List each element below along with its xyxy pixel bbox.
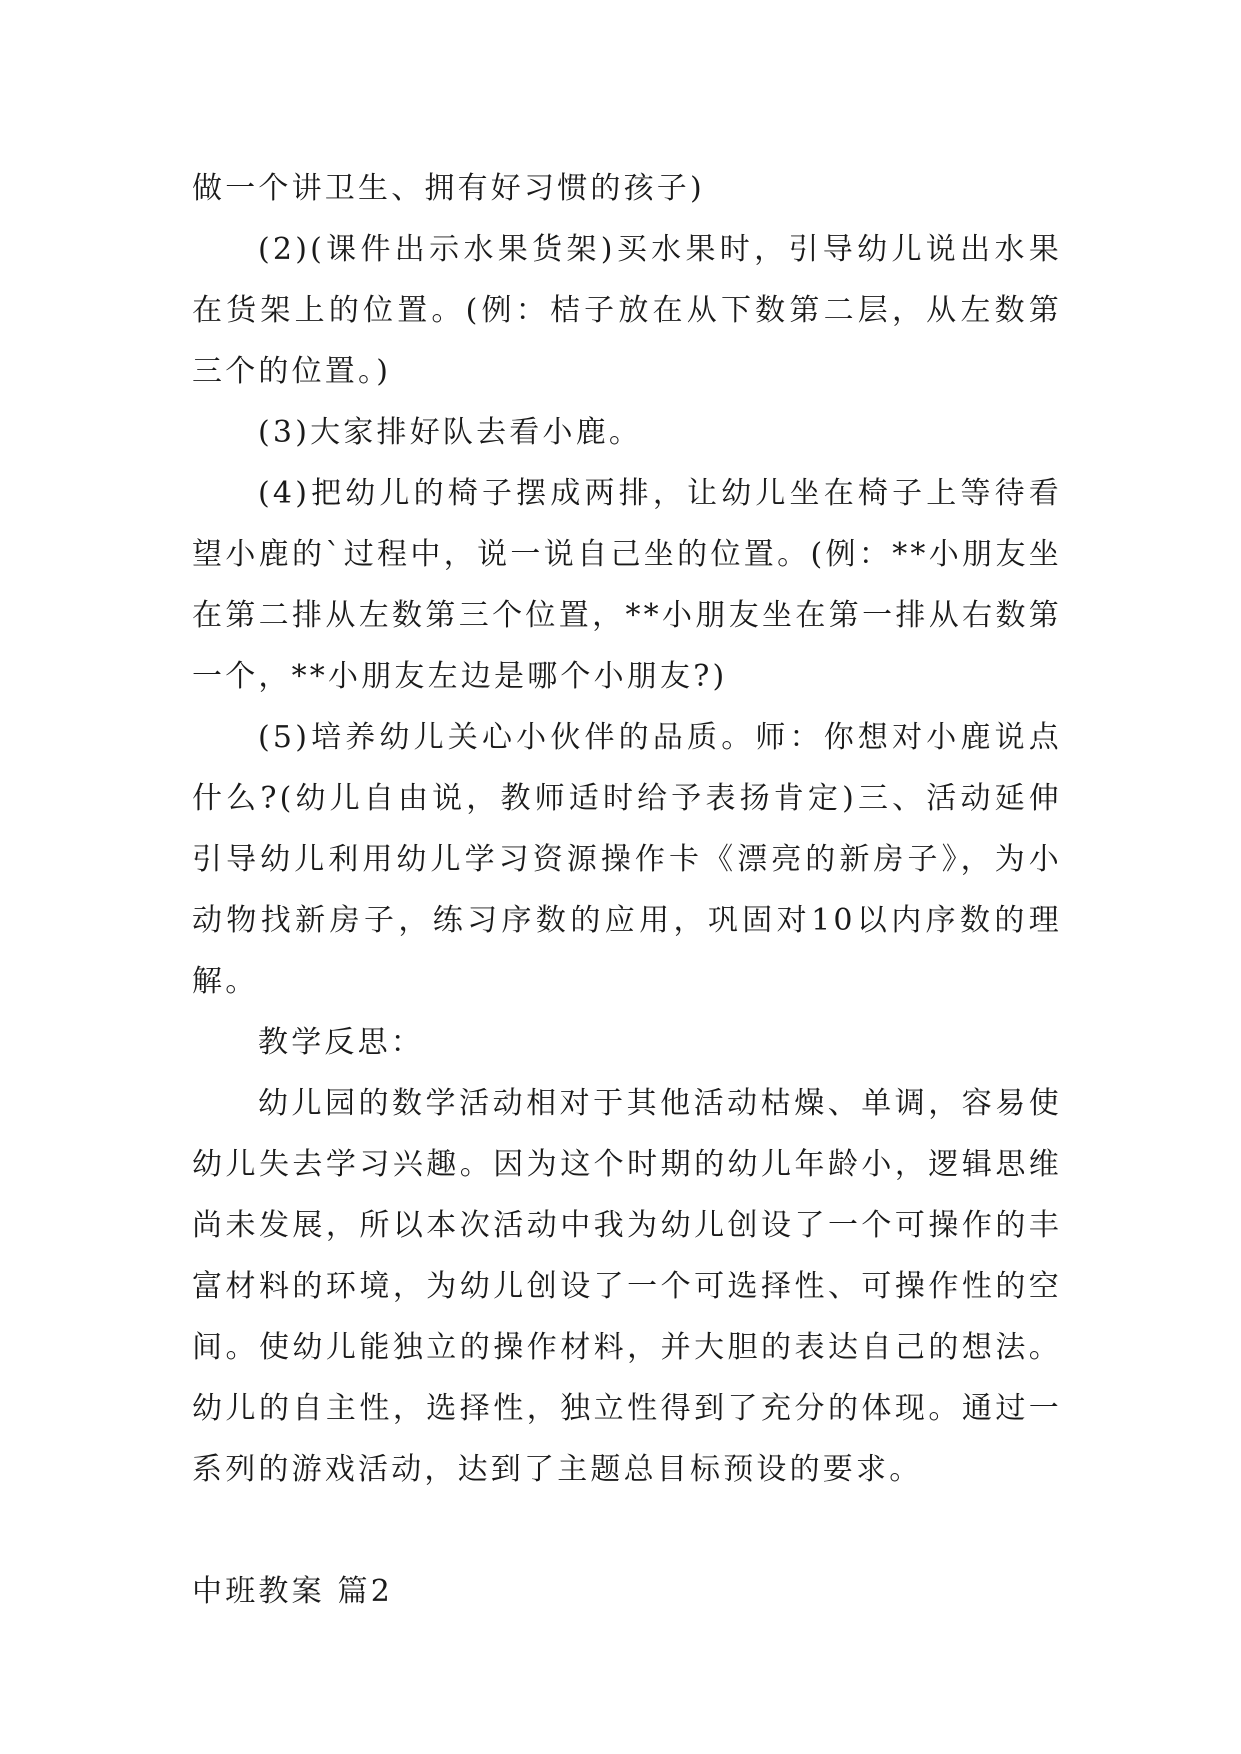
document-page [192,158,1062,1622]
paragraph-reflection-body: 幼儿园的数学活动相对于其他活动枯燥、单调，容易使幼儿失去学习兴趣。因为这个时期的幼儿年龄小，逻辑思维尚未发展，所以本次活动中我为幼儿创设了一个可操作的丰富材料的环境，为幼儿创设了一个可选择性、可操作性的空间。使幼儿能独立的操作材料，并大胆的表达自己的想法。幼儿的自主性，选择性，独立性得到了充分的体现。通过一系列的游戏活动，达到了主题总目标预设的要求。 [192,1086,1062,1487]
paragraph-step-4: (4)把幼儿的椅子摆成两排，让幼儿坐在椅子上等待看望小鹿的`过程中，说一说自己坐的位置。(例：**小朋友坐在第二排从左数第三个位置，**小朋友坐在第一排从右数第一个，**小朋友左边是哪个小朋友?) [192,476,1062,694]
paragraph-step-3: (3)大家排好队去看小鹿。 [258,415,643,450]
section-heading: 中班教案 篇2 [192,1574,394,1609]
paragraph-step-5: (5)培养幼儿关心小伙伴的品质。师：你想对小鹿说点什么?(幼儿自由说，教师适时给予表扬肯定)三、活动延伸引导幼儿利用幼儿学习资源操作卡《漂亮的新房子》，为小动物找新房子，练习序数的应用，巩固对10以内序数的理解。 [192,720,1062,999]
paragraph-continuation: 做一个讲卫生、拥有好习惯的孩子) [192,171,705,206]
paragraph-reflection-title: 教学反思： [258,1025,424,1060]
paragraph-step-2: (2)(课件出示水果货架)买水果时，引导幼儿说出水果在货架上的位置。(例：桔子放在从下数第二层，从左数第三个的位置。) [192,232,1062,389]
